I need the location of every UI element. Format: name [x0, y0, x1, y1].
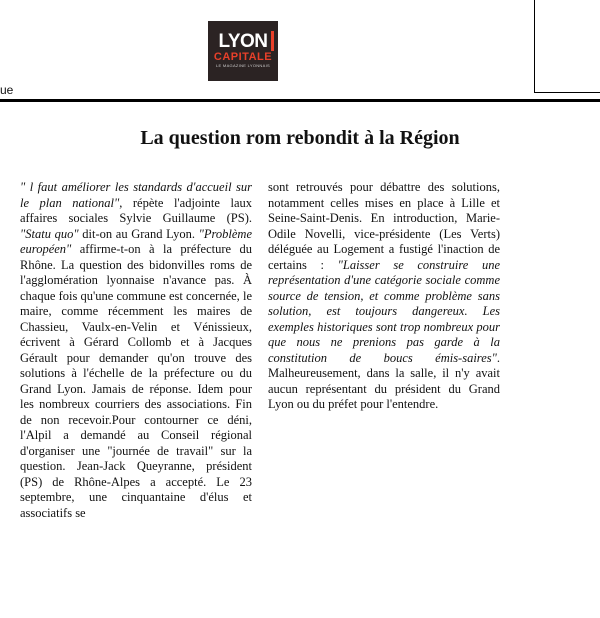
logo-line-1: LYON [218, 31, 268, 52]
article-column-left [20, 180, 252, 521]
column-left-text [20, 180, 252, 521]
text-segment: affirme-t-on à la préfecture du Rhône. La question des bidonvilles roms de l'agglomération lyonnaise n'avance pas. À chaque fois qu'une commune est concernée, le maire, comme récemment les maires de Chassieu, Vaulx-en-Velin et Vénissieux, écrivent à Gérard Collomb et à Jacques Gérault pour demander qu'on trouve des solutions à l'échelle de la préfecture ou du Grand Lyon. Jamais de réponse. Idem pour les nombreux courriers des associations. Fin de non recevoir.Pour contourner ce déni, l'Alpil a demandé au Conseil régional d'organiser une "journée de travail" sur la question. Jean-Jack Queyranne, président (PS) de Rhône-Alpes a accepté. Le 23 septembre, une cinquantaine d'élus et associatifs se [20, 242, 252, 520]
article-column-right [268, 180, 500, 413]
article-title: La question rom rebondit à la Région [140, 127, 460, 149]
quote-segment: "Problème européen" [20, 226, 252, 256]
header-rule [0, 99, 600, 102]
quote-segment: "Laisser se construire une représentation d'une catégorie sociale comme source de tension, et comme problème sans solution, est toujours dangereux. Les exemples historiques sont trop nombreux pour que nous ne prenions pas garde à la constitution de boucs émis-saires" [268, 257, 500, 365]
column-right-text [268, 180, 500, 413]
quote-segment: " l faut améliorer les standards d'accueil sur le plan national" [20, 180, 252, 210]
text-segment: sont retrouvés pour débattre des solutions, notamment celles mises en place à Lille et Seine-Saint-Denis. En introduction, Marie-Odile Novelli, vice-présidente (Les Verts) déléguée au Logement a fustigé l'inaction de certains : [268, 180, 500, 272]
logo-line-3: LE MAGAZINE LYONNAIS [216, 63, 270, 68]
logo-line-2: CAPITALE [213, 51, 273, 63]
header-box [534, 0, 600, 93]
quote-segment: "Statu quo" [20, 226, 79, 241]
text-segment: , répète l'adjointe laux affaires sociales Sylvie Guillaume (PS). [20, 195, 252, 225]
logo-accent-bar [271, 31, 274, 51]
text-segment: . Malheureusement, dans la salle, il n'y avait aucun représentant du président du Grand Lyon ou du préfet pour l'entendre. [268, 350, 500, 411]
section-label: ue [0, 83, 14, 97]
lyon-capitale-logo [208, 21, 278, 81]
text-segment: dit-on au Grand Lyon. [78, 226, 199, 241]
